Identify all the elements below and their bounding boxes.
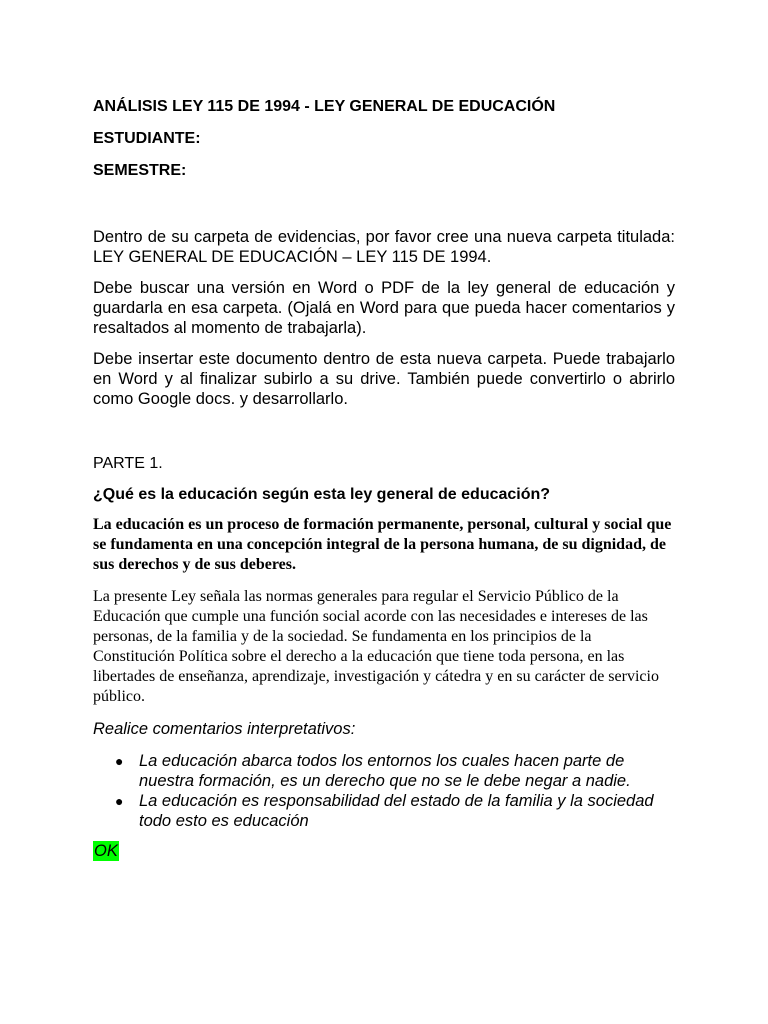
part-heading: PARTE 1.: [93, 455, 163, 472]
spacer: [93, 420, 675, 454]
list-item: [93, 791, 675, 831]
comment-prompt: Realice comentarios interpretativos:: [93, 720, 356, 738]
comment-text: La educación abarca todos los entornos los cuales hacen parte de nuestra formación, es un derecho que no se le debe negar a nadie.: [139, 752, 631, 790]
comments-list: [93, 751, 675, 831]
instruction-paragraph: Debe insertar este documento dentro de esta nueva carpeta. Puede trabajarlo en Word y al finalizar subirlo a su drive. También puede convertirlo o abrirlo como Google docs. y desarrollarlo.: [93, 350, 675, 408]
student-label: ESTUDIANTE:: [93, 130, 201, 147]
list-item: [93, 751, 675, 791]
ok-highlight: OK: [94, 842, 118, 860]
bullet-icon: ●: [115, 793, 124, 809]
comment-text: La educación es responsabilidad del estado de la familia y la sociedad todo esto es educación: [139, 792, 654, 830]
law-text-paragraph: La presente Ley señala las normas generales para regular el Servicio Público de la Educación que cumple una función social acorde con las necesidades e intereses de las personas, de la familia y de la sociedad. Se fundamenta en los principios de la Constitución Política sobre el derecho a la educación que tiene toda persona, en las libertades de enseñanza, aprendizaje, investigación y cátedra y en su carácter de servicio público.: [93, 588, 659, 705]
document-body: [93, 97, 675, 861]
instruction-paragraph: Dentro de su carpeta de evidencias, por favor cree una nueva carpeta titulada: LEY GENERAL DE EDUCACIÓN – LEY 115 DE 1994.: [93, 228, 675, 266]
question-heading: ¿Qué es la educación según esta ley general de educación?: [93, 486, 551, 503]
spacer: [93, 193, 675, 227]
definition-paragraph: La educación es un proceso de formación permanente, personal, cultural y social que se fundamenta en una concepción integral de la persona humana, de su dignidad, de sus derechos y de sus deberes.: [93, 516, 672, 573]
document-title: ANÁLISIS LEY 115 DE 1994 - LEY GENERAL DE EDUCACIÓN: [93, 98, 556, 115]
bullet-icon: ●: [115, 753, 124, 769]
semester-label: SEMESTRE:: [93, 162, 187, 179]
instruction-paragraph: Debe buscar una versión en Word o PDF de la ley general de educación y guardarla en esa carpeta. (Ojalá en Word para que pueda hacer comentarios y resaltados al momento de trabajarla).: [93, 279, 675, 337]
